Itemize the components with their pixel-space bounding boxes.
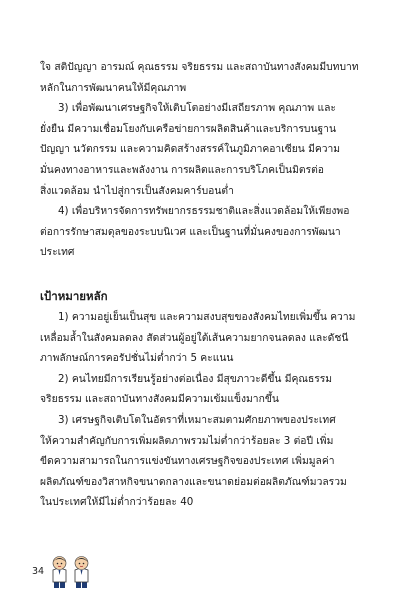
- paragraph-objective-4: 4) เพื่อบริหารจัดการทรัพยากรธรรมชาติและสิ่งแวดล้อมให้เพียงพอ ต่อการรักษาสมดุลของระบบนิเวศ และเป็นฐานที่มั่นคงของการพัฒนา ประเทศ: [40, 205, 350, 259]
- section-spacer: [40, 263, 368, 285]
- page-footer: [32, 553, 96, 589]
- page-number: 34: [32, 565, 45, 577]
- page-content: [40, 57, 368, 513]
- paragraph-goal-2: 2) คนไทยมีการเรียนรู้อย่างต่อเนื่อง มีสุขภาวะดีขึ้น มีคุณธรรม จริยธรรม และสถาบันทางสังคมมีความเข้มแข็งมากขึ้น: [40, 372, 333, 406]
- paragraph-goal-1: 1) ความอยู่เย็นเป็นสุข และความสงบสุขของสังคมไทยเพิ่มขึ้น ความ เหลื่อมล้ำในสังคมลดลง สัดส่วนผู้อยู่ใต้เส้นความยากจนลดลง และดัชนี ภาพลักษณ์การคอรัปชั่นไม่ต่ำกว่า 5 คะแนน: [40, 310, 356, 365]
- two-cartoon-students-icon: [50, 553, 96, 589]
- paragraph-intro: ใจ สติปัญญา อารมณ์ คุณธรรม จริยธรรม และสถาบันทางสังคมมีบทบาท หลักในการพัฒนาคนให้มีคุณภาพ: [40, 61, 359, 94]
- paragraph-goal-3: 3) เศรษฐกิจเติบโตในอัตราที่เหมาะสมตามศักยภาพของประเทศ ให้ความสำคัญกับการเพิ่มผลิตภาพรวมไม่ต่ำกว่าร้อยละ 3 ต่อปี เพิ่ม ขีดความสามารถในการแข่งขันทางเศรษฐกิจของประเทศ เพิ่มมูลค่า ผลิตภัณฑ์ของวิสาหกิจขนาดกลางและขนาดย่อมต่อผลิตภัณฑ์มวลรวม ในประเทศให้มีไม่ต่ำกว่าร้อยละ 40: [40, 413, 347, 509]
- section-heading: เป้าหมายหลัก: [40, 288, 108, 303]
- paragraph-objective-3: 3) เพื่อพัฒนาเศรษฐกิจให้เติบโตอย่างมีเสถียรภาพ คุณภาพ และ ยั่งยืน มีความเชื่อมโยงกับเครือข่ายการผลิตสินค้าและบริการบนฐาน ปัญญา นวัตกรรม และความคิดสร้างสรรค์ในภูมิภาคอาเซียน มีความ มั่นคงทางอาหารและพลังงาน การผลิตและการบริโภคเป็นมิตรต่อ สิ่งแวดล้อม นำไปสู่การเป็นสังคมคาร์บอนต่ำ: [40, 102, 341, 197]
